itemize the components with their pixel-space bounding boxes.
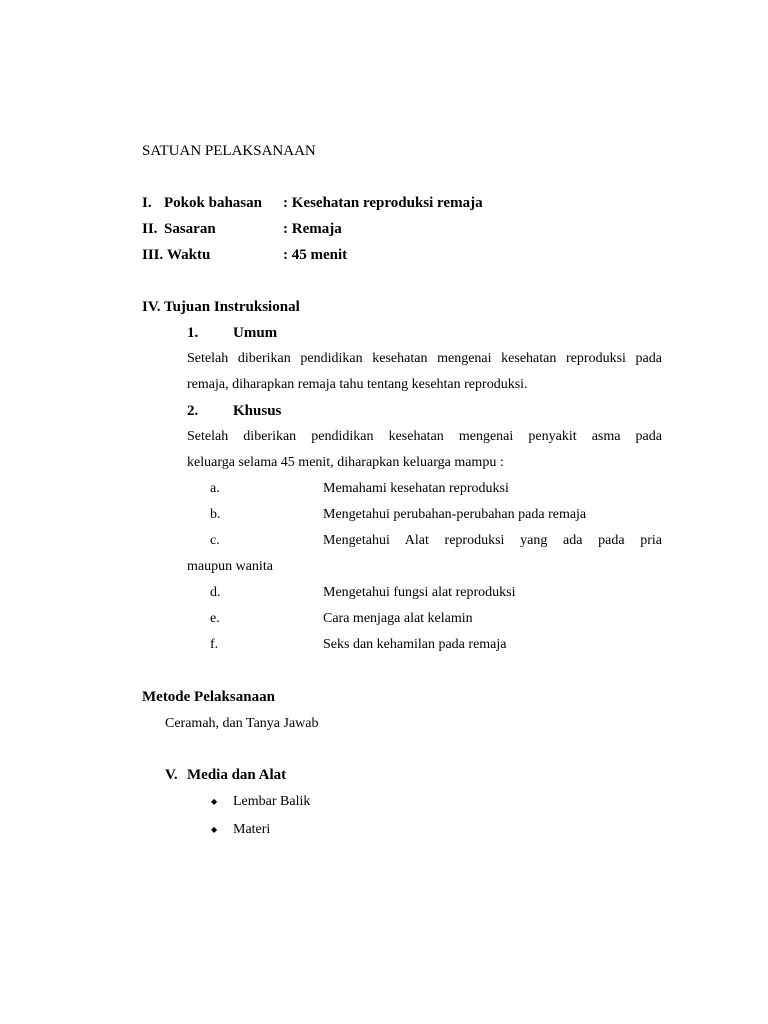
umum-label: Umum: [233, 325, 278, 341]
media-heading: Media dan Alat: [187, 767, 287, 783]
info-num-3: III.: [142, 247, 164, 263]
khusus-item-letter: f.: [210, 637, 219, 652]
umum-text-line-2: remaja, diharapkan remaja tahu tentang kesehtan reproduksi.: [187, 377, 528, 392]
diamond-bullet-icon: ◆: [211, 797, 218, 806]
metode-heading: Metode Pelaksanaan: [142, 689, 275, 705]
khusus-item-letter: d.: [210, 585, 221, 600]
khusus-text-line-1: Setelah diberikan pendidikan kesehatan mengenai penyakit asma pada: [187, 429, 662, 444]
umum-text-line-1: Setelah diberikan pendidikan kesehatan mengenai kesehatan reproduksi pada: [187, 351, 662, 366]
khusus-item-letter: e.: [210, 611, 220, 626]
khusus-item-text: Mengetahui perubahan-perubahan pada remaja: [323, 507, 587, 522]
info-value-waktu: : 45 menit: [283, 247, 348, 263]
khusus-item-text: Cara menjaga alat kelamin: [323, 611, 473, 626]
info-label-pokok-bahasan: Pokok bahasan: [164, 195, 262, 211]
document-title: SATUAN PELAKSANAAN: [142, 143, 316, 159]
info-num-2: II.: [142, 221, 158, 237]
media-list-item: Lembar Balik: [233, 794, 311, 809]
diamond-bullet-icon: ◆: [211, 825, 218, 834]
khusus-item-text: Mengetahui fungsi alat reproduksi: [323, 585, 516, 600]
khusus-number: 2.: [187, 403, 199, 419]
khusus-item-letter: a.: [210, 481, 220, 496]
khusus-item-letter: b.: [210, 507, 221, 522]
umum-number: 1.: [187, 325, 199, 341]
khusus-item-text-continuation: maupun wanita: [187, 559, 273, 574]
khusus-label: Khusus: [233, 403, 282, 419]
khusus-item-text: Mengetahui Alat reproduksi yang ada pada pria: [323, 533, 662, 548]
khusus-item-text: Seks dan kehamilan pada remaja: [323, 637, 507, 652]
info-num-1: I.: [142, 195, 152, 211]
khusus-item-text: Memahami kesehatan reproduksi: [323, 481, 509, 496]
info-value-pokok-bahasan: : Kesehatan reproduksi remaja: [283, 195, 483, 211]
info-label-sasaran: Sasaran: [164, 221, 216, 237]
tujuan-heading: IV. Tujuan Instruksional: [142, 299, 300, 315]
info-label-waktu: Waktu: [167, 247, 211, 263]
khusus-item-letter: c.: [210, 533, 220, 548]
metode-text: Ceramah, dan Tanya Jawab: [165, 716, 319, 731]
media-list-item: Materi: [233, 822, 271, 837]
media-number: V.: [165, 767, 178, 783]
info-value-sasaran: : Remaja: [283, 221, 342, 237]
khusus-text-line-2: keluarga selama 45 menit, diharapkan keluarga mampu :: [187, 455, 504, 470]
